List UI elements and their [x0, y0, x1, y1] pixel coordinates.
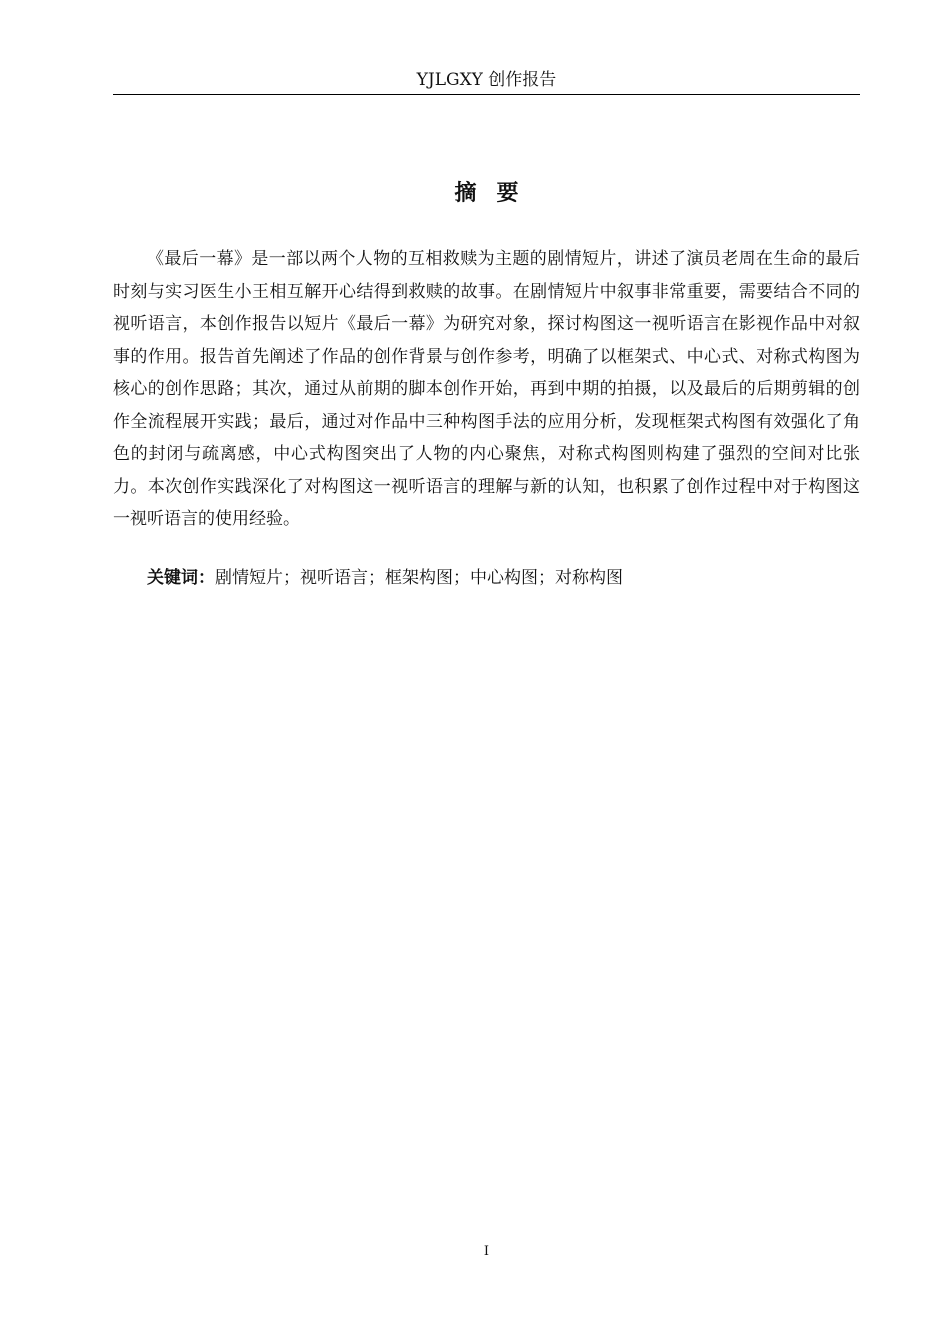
running-header: YJLGXY 创作报告 [113, 66, 860, 95]
abstract-body: 《最后一幕》是一部以两个人物的互相救赎为主题的剧情短片，讲述了演员老周在生命的最后时刻与实习医生小王相互解开心结得到救赎的故事。在剧情短片中叙事非常重要，需要结合不同的视听语言，本创作报告以短片《最后一幕》为研究对象，探讨构图这一视听语言在影视作品中对叙事的作用。报告首先阐述了作品的创作背景与创作参考，明确了以框架式、中心式、对称式构图为核心的创作思路；其次，通过从前期的脚本创作开始，再到中期的拍摄，以及最后的后期剪辑的创作全流程展开实践；最后，通过对作品中三种构图手法的应用分析，发现框架式构图有效强化了角色的封闭与疏离感，中心式构图突出了人物的内心聚焦，对称式构图则构建了强烈的空间对比张力。本次创作实践深化了对构图这一视听语言的理解与新的认知，也积累了创作过程中对于构图这一视听语言的使用经验。 [113, 249, 860, 529]
keywords-value: 剧情短片；视听语言；框架构图；中心构图；对称构图 [215, 568, 623, 588]
page-number: I [483, 1244, 490, 1259]
abstract-title: 摘要 [454, 181, 539, 206]
keywords-label: 关键词： [147, 568, 215, 588]
keywords-line [113, 562, 860, 594]
